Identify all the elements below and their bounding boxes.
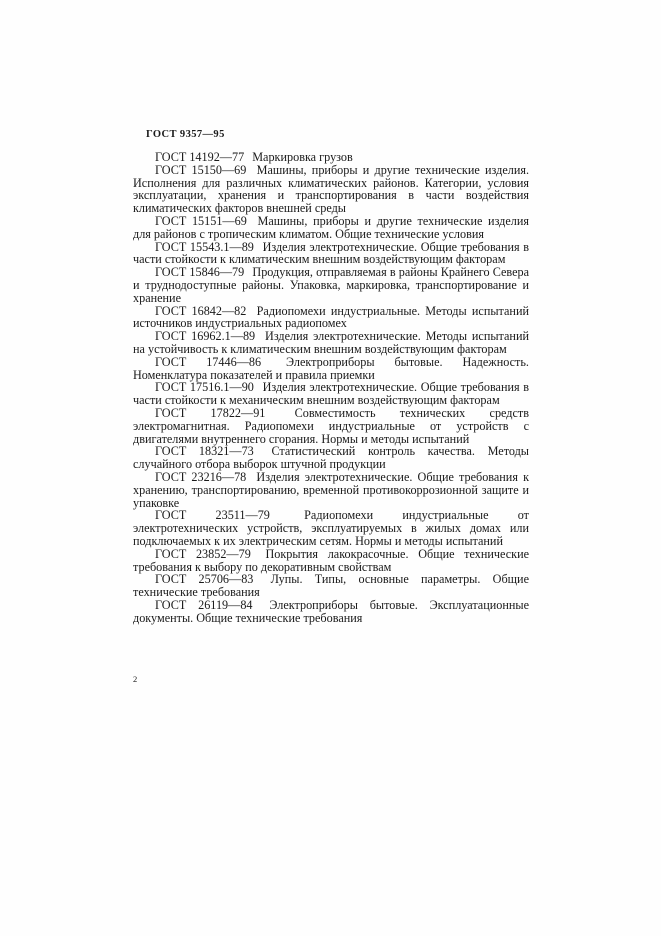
gost-title: Электроприборы бытовые. Эксплуатационные документы. Общие технические требования xyxy=(133,597,529,625)
gost-title: Радиопомехи индустриальные. Методы испытаний источников индустриальных радиопомех xyxy=(133,303,530,331)
gost-title: Изделия электротехнические. Методы испытаний на устойчивость к климатическим внешним воздействующим факторам xyxy=(133,329,529,356)
gost-number: ГОСТ 15150—69 xyxy=(155,162,247,177)
page-number: 2 xyxy=(133,674,138,684)
gost-title: Изделия электротехнические. Общие требования в части стойкости к климатическим внешним воздействующим факторам xyxy=(133,239,529,267)
gost-number: ГОСТ 18321—73 xyxy=(155,444,254,459)
gost-title: Продукция, отправляемая в районы Крайнего Севера и труднодоступные районы. Упаковка, маркировка, транспортирование и хранение xyxy=(133,265,529,305)
running-header: ГОСТ 9357—95 xyxy=(146,129,225,140)
gost-number: ГОСТ 26119—84 xyxy=(155,597,253,612)
gost-entry xyxy=(133,573,529,599)
gost-entry xyxy=(133,381,529,407)
gost-number: ГОСТ 16842—82 xyxy=(155,303,247,318)
gost-number: ГОСТ 16962.1—89 xyxy=(155,329,256,344)
gost-number: ГОСТ 17446—86 xyxy=(155,354,262,369)
gost-number: ГОСТ 17516.1—90 xyxy=(155,380,254,395)
gost-number: ГОСТ 17822—91 xyxy=(155,405,266,420)
gost-entry xyxy=(133,164,529,215)
gost-number: ГОСТ 23511—79 xyxy=(155,508,270,523)
gost-entry xyxy=(133,241,529,267)
gost-number: ГОСТ 23852—79 xyxy=(155,546,251,561)
gost-entry xyxy=(133,330,529,356)
gost-number: ГОСТ 15543.1—89 xyxy=(155,239,254,254)
gost-title: Изделия электротехнические. Общие требования к хранению, транспортированию, временной противокоррозионной защите и упаковке xyxy=(133,469,530,510)
gost-number: ГОСТ 15151—69 xyxy=(155,213,247,228)
gost-title: Совместимость технических средств электромагнитная. Радиопомехи индустриальные от устройств с двигателями внутреннего сгорания. Нормы и методы испытаний xyxy=(133,405,529,446)
gost-title: Покрытия лакокрасочные. Общие технические требования к выбору по декоративным свойствам xyxy=(133,546,530,574)
gost-title: Машины, приборы и другие технические изделия для районов с тропическим климатом. Общие технические условия xyxy=(133,213,529,241)
gost-entry xyxy=(133,305,529,331)
gost-title: Радиопомехи индустриальные от электротехнических устройств, эксплуатируемых в жилых домах или подключаемых к их электрическим сетям. Нормы и методы испытаний xyxy=(133,508,529,548)
gost-title: Статистический контроль качества. Методы случайного отбора выборок штучной продукции xyxy=(133,444,529,472)
gost-entry xyxy=(133,599,529,625)
gost-entry xyxy=(133,548,529,574)
gost-entry xyxy=(133,445,529,471)
gost-number: ГОСТ 25706—83 xyxy=(155,572,254,587)
gost-entry xyxy=(133,407,529,445)
gost-number: ГОСТ 14192—77 xyxy=(155,150,245,164)
gost-title: Изделия электротехнические. Общие требования в части стойкости к механическим внешним воздействующим факторам xyxy=(133,380,529,408)
gost-title: Лупы. Типы, основные параметры. Общие технические требования xyxy=(133,572,529,600)
gost-entry xyxy=(133,266,529,304)
gost-entry xyxy=(133,509,529,547)
gost-entry xyxy=(133,471,529,509)
gost-title: Машины, приборы и другие технические изделия. Исполнения для различных климатических районов. Категории, условия эксплуатации, хранения и транспортирования в части воздействия климатических факторов внешней среды xyxy=(133,162,530,216)
gost-number: ГОСТ 15846—79 xyxy=(155,265,245,280)
gost-title: Электроприборы бытовые. Надежность. Номенклатура показателей и правила приемки xyxy=(133,354,529,382)
gost-title: Маркировка грузов xyxy=(252,150,353,164)
gost-number: ГОСТ 23216—78 xyxy=(155,469,247,484)
gost-references-list xyxy=(133,151,529,624)
gost-entry xyxy=(133,215,529,241)
gost-entry xyxy=(133,356,529,382)
